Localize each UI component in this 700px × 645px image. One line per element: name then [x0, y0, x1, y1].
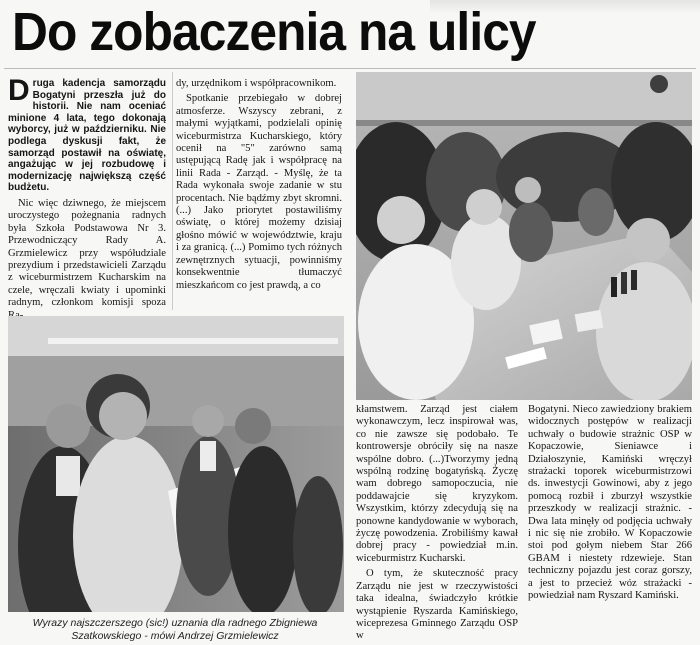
article-headline: Do zobaczenia na ulicy	[12, 2, 536, 62]
photo-council-meeting	[356, 72, 692, 400]
article-column-1	[8, 74, 166, 322]
meeting-photo-image	[356, 72, 692, 400]
article-column-2	[176, 78, 342, 292]
photo-caption: Wyrazy najszczerszego (sic!) uznania dla radnego Zbigniewa Szatkowskiego - mówi Andrzej Grzmielewicz	[32, 617, 318, 642]
article-column-3	[356, 404, 518, 643]
lead-paragraph	[8, 74, 166, 194]
body-paragraph: dy, urzędnikom i współpracownikom.	[176, 78, 337, 89]
drop-cap: D	[8, 74, 30, 107]
column-divider	[172, 72, 173, 310]
photo-flower-presentation	[8, 316, 344, 612]
body-paragraph: Spotkanie przebiegało w dobrej atmosferze. Wszyscy zebrani, z małymi wyjątkami, podzielali opinię wiceburmistrza Kucharskiego, który ocenił na "5" zarówno samą ustępującą Radę jak i współpracę na linii Rada - Zarząd. - Myślę, że ta Rada wykonała swoje zadanie w stu procentach. Nie bądźmy zbyt skromni. (...) Jako priorytet postawiliśmy oświatę, o której możemy dzisiaj głośno mówić w województwie, kraju i za granicą. (...) Pomimo tych różnych zewnętrznych sytuacji, powinniśmy konsekwentnie tłumaczyć mieszkańcom co jest prawdą, a co	[176, 93, 342, 291]
headline-rule	[4, 68, 696, 69]
article-column-4	[528, 404, 692, 603]
body-paragraph: O tym, że skuteczność pracy Zarządu nie jest w rzeczywistości taka idealna, świadczyło krótkie wystąpienie Ryszarda Kamińskiego, wiceprezesa Gminnego Zarządu OSP w	[356, 568, 518, 642]
body-paragraph: Bogatyni. Nieco zawiedziony brakiem widocznych postępów w realizacji uchwały o budowie strażnic OSP w Kopaczowie, Sieniawce i Działoszynie, Kamiński wręczył strażacki toporek wiceburmistrzowi ds. inwestycji Gowinowi, aby z jego pomocą rozbił i zburzył wszystkie przeszkody w realizacji strażnic. - Dwa lata minęły od podjęcia uchwały i nic się nie zrobiło. W Kopaczowie stoi pod gołym niebem Star 266 GBAM i niestety rdzewieje. Stan techniczny pojazdu jest coraz gorszy, a jest to przecież wóz strażacki - powiedział nam Ryszard Kamiński.	[528, 404, 692, 602]
body-paragraph: kłamstwem. Zarząd jest ciałem wykonawczym, lecz inspirował was, co nie zawsze się podobało. Te kontrowersje obróciły się na nasze wspólne dobro. (...)Tworzymy jedną wspólną rodzinę bogatyńską. Życzę wam dobrego samopoczucia, nie poddawajcie się kryzykom. Wszystkim, którzy zdecydują się na ponowne kandydowanie w wyborach, życzę powodzenia. Zrobiliśmy kawał dobrej pracy - powiedział m.in. wiceburmistrz Kucharski.	[356, 404, 518, 564]
presentation-photo-image	[8, 316, 344, 612]
lead-text: ruga kadencja samorządu Bogatyni przeszła już do historii. Nie nam oceniać minione 4 lata, tego dokonają wyborcy, już w październiku. Nie podlega dyskusji fakt, że samorząd postawił na oświatę, angażując w jej rozbudowę i modernizację największą część budżetu.	[8, 78, 166, 194]
body-paragraph: Nic więc dziwnego, że miejscem uroczystego pożegnania radnych była Szkoła Podstawowa Nr 3. Przewodniczący Rady A. Grzmielewicz przy współudziale prezydium i przedstawicieli Zarządu z wiceburmistrzem Kucharskim na czele, wręczali kwiaty i upominki radnym, członkom komisji spoza	[8, 197, 166, 309]
